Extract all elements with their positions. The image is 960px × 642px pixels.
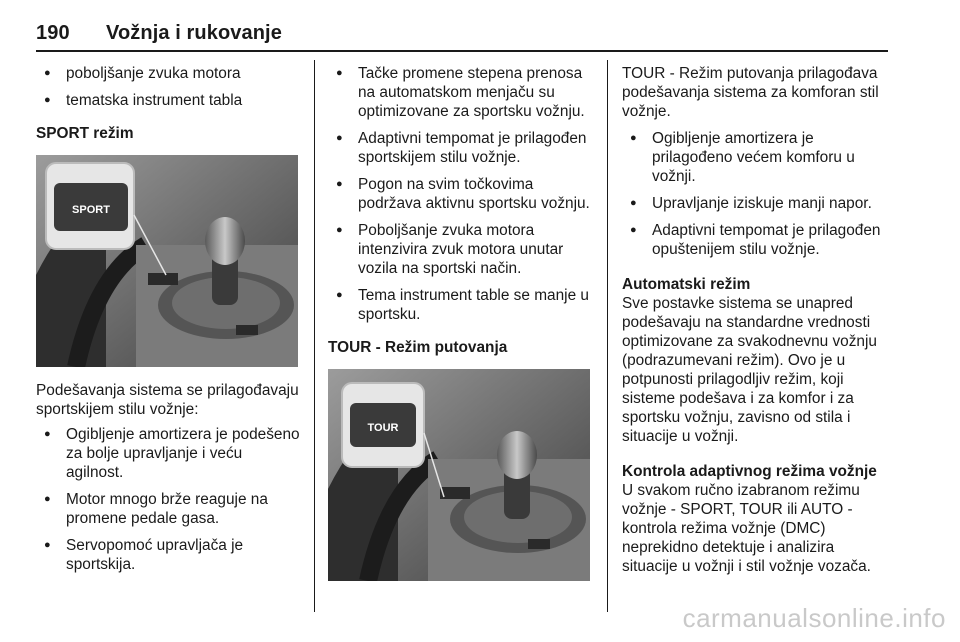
sport-intro: Podešavanja sistema se prilagođavaju sportskijem stilu vožnje: xyxy=(36,382,299,418)
header-rule xyxy=(36,50,888,52)
sport-bullet-list-cont xyxy=(328,64,594,324)
adaptive-heading: Kontrola adaptivnog režima vožnje xyxy=(622,463,877,480)
list-item: ● Upravljanje iziskuje manji napor. xyxy=(622,194,890,213)
list-item: ● tematska instrument tabla xyxy=(36,91,302,110)
list-item: ● Adaptivni tempomat je prilagođen sportskijem stilu vožnje. xyxy=(328,129,594,167)
tour-bullet-list xyxy=(622,129,890,259)
top-bullet-list xyxy=(36,64,302,110)
adaptive-text: U svakom ručno izabranom režimu vožnje - SPORT, TOUR ili AUTO - kontrola režima vožnje (DMC) neprekidno detektuje i analizira situacije u vožnji i stil vožnje vozača. xyxy=(622,482,871,575)
list-item: ● Ogibljenje amortizera je podešeno za bolje upravljanje i veću agilnost. xyxy=(36,425,302,482)
tour-button-label: TOUR xyxy=(367,422,399,434)
list-item: ● poboljšanje zvuka motora xyxy=(36,64,302,83)
list-item: ● Tačke promene stepena prenosa na automatskom menjaču su optimizovane za sportsku vožnju. xyxy=(328,64,594,121)
page-title: Vožnja i rukovanje xyxy=(106,22,282,44)
list-item: ● Motor mnogo brže reaguje na promene pedale gasa. xyxy=(36,490,302,528)
list-item: ● Poboljšanje zvuka motora intenzivira zvuk motora unutar vozila na sportski način. xyxy=(328,221,594,278)
watermark: carmanualsonline.info xyxy=(682,603,946,633)
column-divider-2 xyxy=(607,60,608,612)
sport-mode-photo xyxy=(36,155,298,367)
page-header xyxy=(36,22,282,45)
list-item: ● Ogibljenje amortizera je prilagođeno većem komforu u vožnji. xyxy=(622,129,890,186)
sport-heading: SPORT režim xyxy=(36,125,134,142)
tour-mode-photo xyxy=(328,369,590,581)
page-number: 190 xyxy=(36,22,70,44)
list-item: ● Adaptivni tempomat je prilagođen opuštenijem stilu vožnje. xyxy=(622,221,890,259)
tour-intro: TOUR - Režim putovanja prilagođava podešavanja sistema za komforan stil vožnje. xyxy=(622,65,879,120)
auto-text: Sve postavke sistema se unapred podešavaju na standardne vrednosti optimizovane za svakodnevnu vožnju (podrazumevani režim). Ovo je u potpunosti prilagodljiv režim, koji sisteme podešava i za komfor i za sportsku vožnju, zavisno od stila i situacije u vožnji. xyxy=(622,295,877,445)
column-2 xyxy=(328,64,594,581)
column-3 xyxy=(622,64,890,576)
list-item: ● Servopomoć upravljača je sportskija. xyxy=(36,536,302,574)
list-item: ● Pogon na svim točkovima podržava aktivnu sportsku vožnju. xyxy=(328,175,594,213)
auto-heading: Automatski režim xyxy=(622,276,751,293)
sport-bullet-list xyxy=(36,425,302,574)
column-divider-1 xyxy=(314,60,315,612)
list-item: ● Tema instrument table se manje u sportsku. xyxy=(328,286,594,324)
sport-button-label: SPORT xyxy=(72,204,110,216)
tour-heading: TOUR - Režim putovanja xyxy=(328,339,508,356)
column-1 xyxy=(36,64,302,582)
